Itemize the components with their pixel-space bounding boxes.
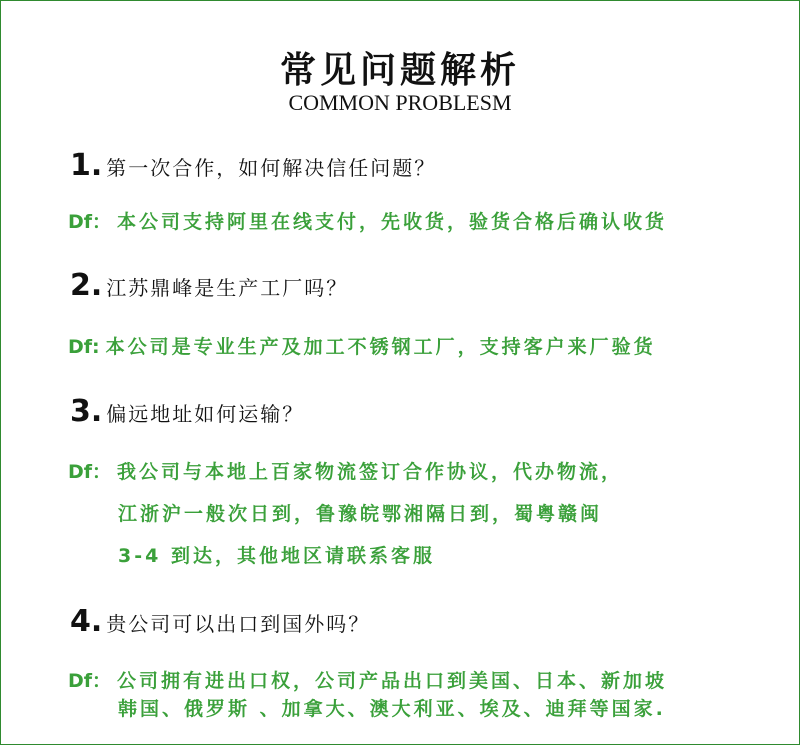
answer-text: 我公司与本地上百家物流签订合作协议，代办物流， bbox=[117, 461, 624, 483]
answer-3-line-3: 3-4 到达，其他地区请联系客服 bbox=[118, 545, 435, 567]
answer-prefix: Df： bbox=[68, 211, 112, 233]
answer-text: 公司拥有进出口权，公司产品出口到美国、日本、新加坡 bbox=[117, 670, 668, 692]
answer-prefix: Df： bbox=[68, 670, 112, 692]
answer-3-line-2: 江浙沪一般次日到，鲁豫皖鄂湘隔日到，蜀粤赣闽 bbox=[118, 503, 603, 525]
answer-2 bbox=[68, 332, 656, 359]
page-subtitle: COMMON PROBLESM bbox=[288, 90, 512, 115]
question-number: 3. bbox=[70, 394, 103, 429]
answer-text: 本公司支持阿里在线支付，先收货，验货合格后确认收货 bbox=[117, 211, 668, 233]
page-title: 常见问题解析 bbox=[279, 50, 520, 91]
question-text: 偏远地址如何运输？ bbox=[106, 402, 305, 426]
answer-text: 本公司是专业生产及加工不锈钢工厂，支持客户来厂验货 bbox=[105, 336, 656, 358]
answer-4 bbox=[68, 666, 667, 693]
question-number: 4. bbox=[70, 604, 103, 639]
question-4 bbox=[70, 604, 370, 644]
question-number: 2. bbox=[70, 268, 103, 303]
question-text: 江苏鼎峰是生产工厂吗？ bbox=[106, 276, 349, 300]
answer-3 bbox=[68, 457, 623, 484]
question-3 bbox=[70, 394, 304, 434]
question-2 bbox=[70, 268, 348, 308]
question-text: 第一次合作，如何解决信任问题？ bbox=[106, 156, 437, 180]
answer-4-line-2: 韩国、俄罗斯 、加拿大、澳大利亚、埃及、迪拜等国家. bbox=[118, 698, 666, 720]
answer-prefix: Df: bbox=[68, 336, 100, 358]
answer-prefix: Df： bbox=[68, 461, 112, 483]
question-text: 贵公司可以出口到国外吗？ bbox=[106, 612, 371, 636]
answer-1 bbox=[68, 207, 667, 234]
question-1 bbox=[70, 148, 436, 188]
question-number: 1. bbox=[70, 148, 103, 183]
